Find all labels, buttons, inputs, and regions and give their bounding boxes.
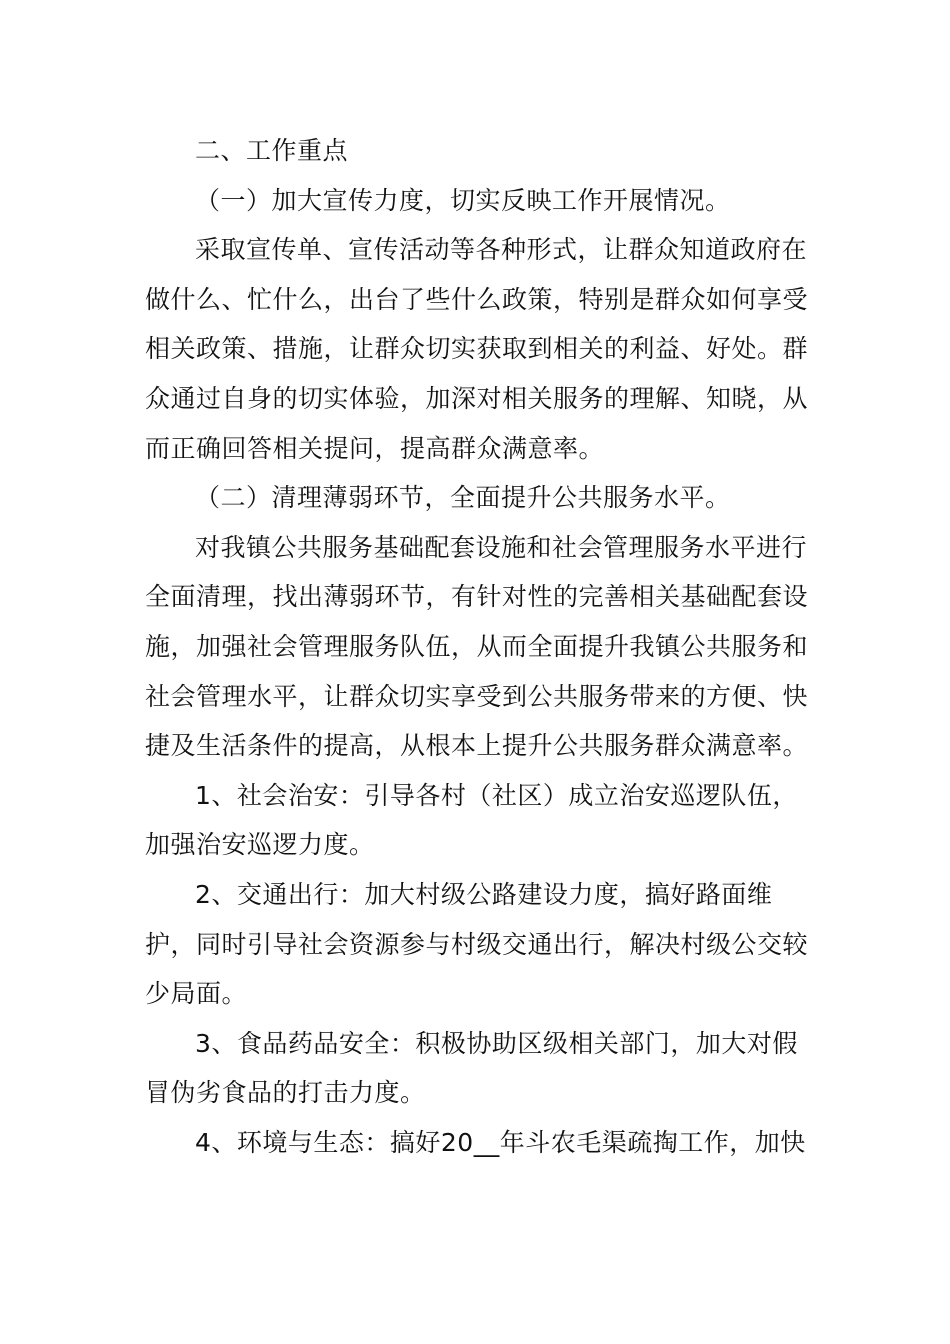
- paragraph-public-service: 对我镇公共服务基础配套设施和社会管理服务水平进行全面清理，找出薄弱环节，有针对性的完善相关基础配套设施，加强社会管理服务队伍，从而全面提升我镇公共服务和社会管理水平，让群众切实享受到公共服务带来的方便、快捷及生活条件的提高，从根本上提升公共服务群众满意率。: [145, 532, 809, 761]
- subsection-heading-1: （一）加大宣传力度，切实反映工作开展情况。: [195, 185, 731, 215]
- subsection-heading-2: （二）清理薄弱环节，全面提升公共服务水平。: [195, 483, 731, 513]
- section-heading: 二、工作重点: [195, 136, 349, 165]
- list-item-food-safety: 3、食品药品安全：积极协助区级相关部门，加大对假冒伪劣食品的打击力度。: [145, 1028, 798, 1108]
- list-item-public-security: 1、社会治安：引导各村（社区）成立治安巡逻队伍，加强治安巡逻力度。: [145, 780, 798, 860]
- paragraph-publicity: 采取宣传单、宣传活动等各种形式，让群众知道政府在做什么、忙什么，出台了些什么政策，特别是群众如何享受相关政策、措施，让群众切实获取到相关的利益、好处。群众通过自身的切实体验，加深对相关服务的理解、知晓，从而正确回答相关提问，提高群众满意率。: [145, 235, 809, 463]
- list-item-transport: 2、交通出行：加大村级公路建设力度，搞好路面维护，同时引导社会资源参与村级交通出行，解决村级公交较少局面。: [145, 879, 809, 1009]
- document-body: [145, 126, 815, 1167]
- list-item-environment: 4、环境与生态：搞好20__年斗农毛渠疏掏工作，加快: [195, 1127, 806, 1157]
